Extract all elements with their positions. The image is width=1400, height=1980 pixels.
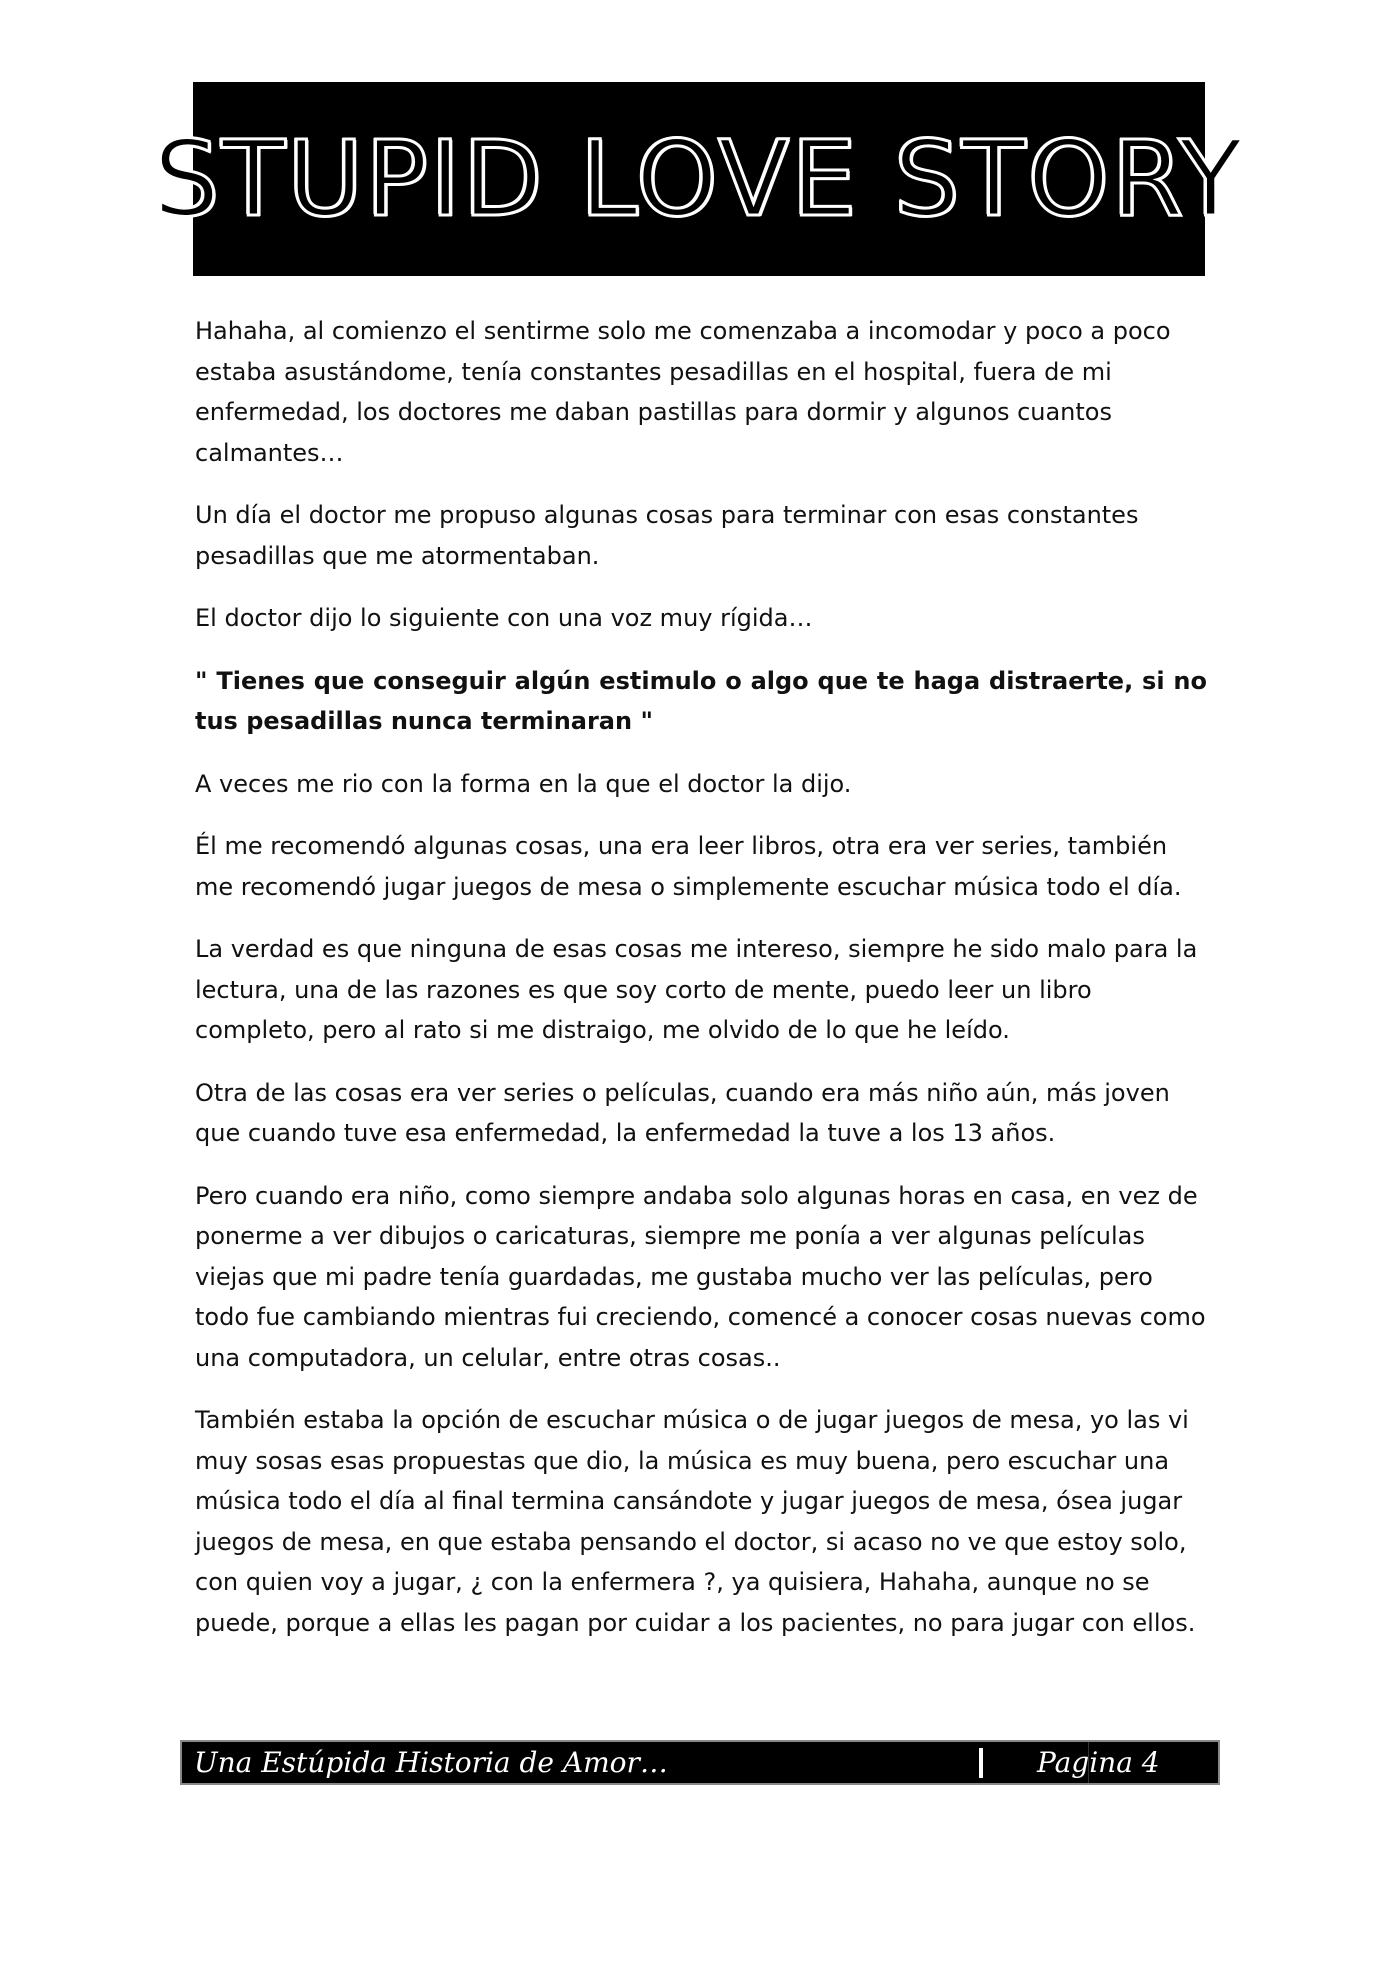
footer-bar bbox=[180, 1740, 1220, 1785]
paragraph: Otra de las cosas era ver series o películas, cuando era más niño aún, más joven que cuando tuve esa enfermedad, la enfermedad la tuve a los 13 años. bbox=[195, 1078, 1170, 1147]
paragraph: A veces me rio con la forma en la que el doctor la dijo. bbox=[195, 769, 852, 798]
page-number: Pagina 4 bbox=[1037, 1746, 1160, 1779]
footer-separator bbox=[979, 1748, 983, 1778]
body-text bbox=[195, 311, 1207, 1665]
paragraph: Hahaha, al comienzo el sentirme solo me comenzaba a incomodar y poco a poco estaba asustándome, tenía constantes pesadillas en el hospital, fuera de mi enfermedad, los doctores me daban pastillas para dormir y algunos cuantos calmantes… bbox=[195, 317, 1171, 467]
paragraph: Un día el doctor me propuso algunas cosas para terminar con esas constantes pesadillas que me atormentaban. bbox=[195, 501, 1139, 570]
paragraph: Él me recomendó algunas cosas, una era leer libros, otra era ver series, también me recomendó jugar juegos de mesa o simplemente escuchar música todo el día. bbox=[195, 832, 1182, 901]
header-banner bbox=[153, 82, 1245, 276]
footer-book-title: Una Estúpida Historia de Amor… bbox=[194, 1746, 668, 1779]
paragraph: Pero cuando era niño, como siempre andaba solo algunas horas en casa, en vez de ponerme a ver dibujos o caricaturas, siempre me ponía a ver algunas películas viejas que mi padre tenía guardadas, me gustaba mucho ver las películas, pero todo fue cambiando mientras fui creciendo, comencé a conocer cosas nuevas como una computadora, un celular, entre otras cosas.. bbox=[195, 1181, 1206, 1372]
paragraph: También estaba la opción de escuchar música o de jugar juegos de mesa, yo las vi muy sosas esas propuestas que dio, la música es muy buena, pero escuchar una música todo el día al final termina cansándote y jugar juegos de mesa, ósea jugar juegos de mesa, en que estaba pensando el doctor, si acaso no ve que estoy solo, con quien voy a jugar, ¿ con la enfermera ?, ya quisiera, Hahaha, aunque no se puede, porque a ellas les pagan por cuidar a los pacientes, no para jugar con ellos. bbox=[195, 1406, 1196, 1637]
doctor-quote: " Tienes que conseguir algún estimulo o algo que te haga distraerte, si no tus pesadillas nunca terminaran " bbox=[195, 666, 1207, 735]
paragraph: La verdad es que ninguna de esas cosas me intereso, siempre he sido malo para la lectura, una de las razones es que soy corto de mente, puedo leer un libro completo, pero al rato si me distraigo, me olvido de lo que he leído. bbox=[195, 935, 1198, 1044]
paragraph: El doctor dijo lo siguiente con una voz muy rígida… bbox=[195, 604, 813, 632]
page-title: STUPID LOVE STORY bbox=[153, 118, 1245, 240]
